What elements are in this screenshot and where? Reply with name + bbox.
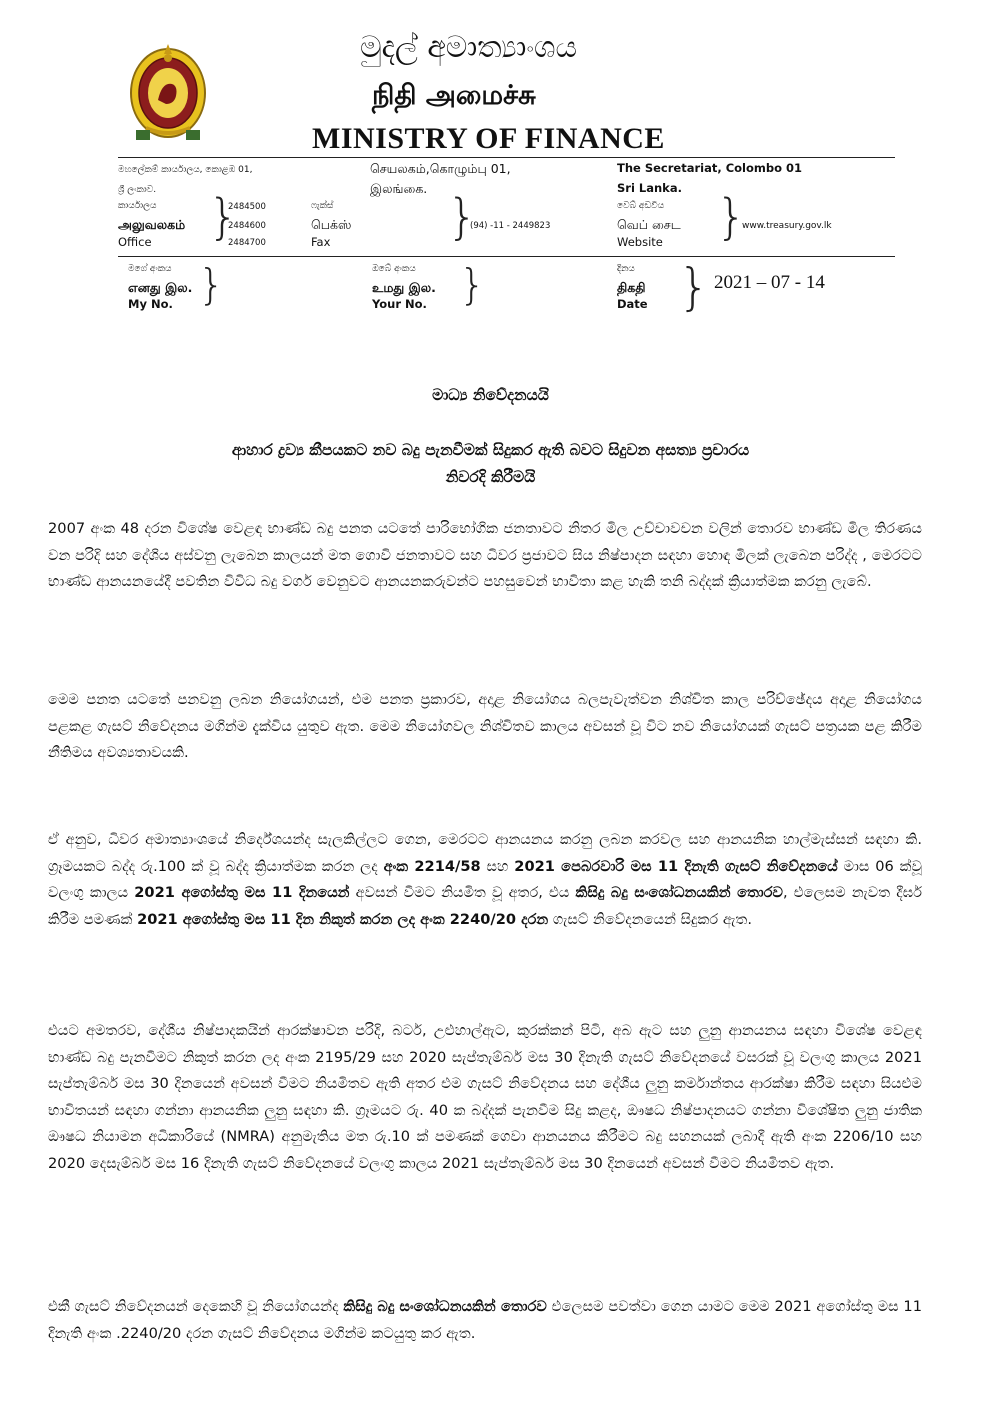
fax-label-english: Fax [311,235,331,249]
website-label-english: Website [617,235,663,249]
office-phone-2: 2484600 [228,221,266,231]
website-label-tamil: வெப் சைட [617,217,681,232]
no-tax-revision-bold-2: කිසිදු බදු සංශෝධනයකින් තොරව [343,1298,547,1315]
fax-label-sinhala: ෆැක්ස් [311,201,334,211]
office-phone-1: 2484500 [228,202,266,212]
sri-lanka-emblem-logo [128,38,208,144]
office-brace: } [208,189,239,245]
website-brace: } [716,189,747,245]
website-url: www.treasury.gov.lk [742,221,832,231]
your-no-label-tamil: உமது இல. [372,280,436,295]
paragraph-5: එකී ගැසට් නිවේදනයන් දෙකෙහි වූ නියෝගයන්ද කිසිදු බදු සංශෝධනයකින් තොරව එලෙසම පවත්වා ගෙන යාමට මෙම 2021 අගෝස්තු මස 11 දිනැති අංක .2240/20 දරන ගැසට් නිවේදනය මගින්ම කටයුතු කර ඇත. [48,1298,922,1342]
date-label-english: Date [617,297,648,311]
header-divider-top [118,157,895,158]
gazette-number-bold: අංක 2214/58 [383,857,481,875]
your-no-label-sinhala: ඔබේ අංකය [372,264,416,274]
date-label-tamil: திகதி [617,280,646,295]
address-english-line1: The Secretariat, Colombo 01 [617,161,803,175]
your-no-brace: } [459,260,486,309]
fax-number: (94) -11 - 2449823 [470,221,551,231]
my-no-brace: } [198,260,225,309]
ministry-title-tamil: நிதி அமைச்சு [372,80,536,111]
heading-media-release: මාධ්‍ය නිවේදනයයි [432,386,549,404]
office-label-tamil: அலுவலகம் [118,217,186,232]
no-tax-revision-bold: කිසිදු බදු සංශෝධනයකින් තොරව [575,884,784,902]
website-label-sinhala: වෙබ් අඩවිය [617,201,665,211]
gazette-date-bold: 2021 පෙබරවාරි මස 11 දිනැති ගැසට් නිවේදනයේ [514,857,838,875]
address-tamil-line2: இலங்கை. [370,181,428,196]
heading-subject-line1: ආහාර ද්‍රව්‍ය කීපයකට නව බදු පැනවීමක් සිදුකර ඇති බවට සිදුවන අසත්‍ය ප්‍රචාරය [231,441,750,459]
address-tamil-line1: செயலகம்,கொழும்பு 01, [370,161,511,176]
document-date: 2021 – 07 - 14 [714,272,825,293]
address-english-line2: Sri Lanka. [617,181,682,195]
my-no-label-english: My No. [128,297,173,311]
header-divider-bottom [118,256,895,257]
heading-subject-line2: නිවරදි කිරීමයි [445,468,536,486]
my-no-label-tamil: எனது இல. [128,280,193,295]
office-label-sinhala: කාර්යාලය [118,201,157,211]
office-phone-3: 2484700 [228,238,266,248]
fax-brace: } [447,189,478,245]
ministry-title-english: MINISTRY OF FINANCE [312,122,665,155]
address-sinhala-line2: ශ්‍රී ලංකාව. [118,185,157,195]
office-label-english: Office [118,235,152,249]
paragraph-4: එයට අමතරව, දේශීය නිෂ්පාදකයින් ආරක්ෂාවන පරිදි, බටර්, උළුහාල්ඇට, කුරක්කන් පිටි, අබ ඇට සහ ලුනු ආනයනය සඳහා විශේෂ වෙළඳ භාණ්ඩ බදු පැනවීමට නිකුත් කරන ලද අංක 2195/29 සහ 2020 සැප්තැම්බර් මස 30 දිනැති ගැසට් නිවේදනයේ වසරක් වූ වලංගු කාලය 2021 සැප්තැම්බර් මස 30 දිනයෙන් අවසන් වීමට නියමිතව ඇති අතර එම ගැසට් නිවේදනය සහ දේශීය ලුනු කර්මාන්තය ආරක්ෂා කිරීම සඳහා සියළුම භාවිතයන් සඳහා ගන්නා ආනයනික ලුනු සඳහා කි. ග්‍රෑමයට රු. 40 ක බද්දක් පැනවීම සිදු කළද, ඖෂධ නිෂ්පාදනයට ගන්නා විශේෂිත ලුනු ජාතික ඖෂධ නියාමන අධිකාරියේ (NMRA) අනුමැතිය මත රු.10 ක් පමණක් ගෙවා ආනයනය කිරීමට බදු සහනයක් ලබාදී ඇති අංක 2206/10 සහ 2020 දෙසැම්බර් මස 16 දිනැති ගැසට් නිවේදනයේ වලංගු කාලය 2021 සැප්තැම්බර් මස 30 දිනයෙන් අවසන් වීමට නියමිතව ඇත. [48,1022,922,1172]
new-gazette-bold: 2021 අගෝස්තු මස 11 දින නිකුත් කරන ලද අංක 2240/20 දරන [137,910,549,928]
expiry-date-bold: 2021 අගෝස්තු මස 11 දිනයෙන් [134,884,350,902]
date-label-sinhala: දිනය [617,264,635,274]
my-no-label-sinhala: මගේ අංකය [128,264,172,274]
paragraph-3: ඒ අනුව, ධිවර අමාත්‍යාංශයේ නිර්දේශයන්ද සැලකිල්ලට ගෙන, මෙරටට ආනයනය කරනු ලබන කරවල සහ ආනයනික හාල්මැස්සන් සඳහා කි. ග්‍රෑමයකට බද්ද රු.100 ක් වූ බද්ද ක්‍රියාත්මක කරන ලද අංක 2214/58 සහ 2021 පෙබරවාරි මස 11 දිනැති ගැසට් නිවේදනයේ මාස 06 ක්වූ වලංගු කාලය 2021 අගෝස්තු මස 11 දිනයෙන් අවසන් වීමට නියමිත වූ අතර, එය කිසිදු බදු සංශෝධනයකින් තොරව, එලෙසම නැවත දීර්ඝ කිරීම පමණක් 2021 අගෝස්තු මස 11 දින නිකුත් කරන ලද අංක 2240/20 දරන ගැසට් නිවේදනයෙන් සිදුකර ඇත. [48,831,923,928]
date-brace: } [678,258,710,316]
paragraph-1: 2007 අංක 48 දරන විශේෂ වෙළඳ භාණ්ඩ බදු පනත යටතේ පාරිභෝගික ජනතාවට නිතර මිල උච්චාවචන වලින් තොරව භාණ්ඩ මිල තිරණය වන පරිදි සහ දේශිය අස්වනු ලැබෙන කාලයන් මත ගොවි ජනතාවට සහ ධිවර ප්‍රජාවට සිය නිෂ්පාදන සඳහා හොඳ මිලක් ලැබෙන පරිද්ද , මෙරටට භාණ්ඩ ආනයනයේදී පවතින විවිධ බදු වර්ග වෙනුවට ආනයනකරුවන්ට පහසුවෙන් භාවිතා කළ හැකි තනි බද්දක් ක්‍රියාත්මක කරනු ලැබේ. [48,520,922,591]
paragraph-2: මෙම පනත යටතේ පනවනු ලබන නියෝගයන්, එම පනත ප්‍රකාරව, අදාළ නියෝගය බලපැවැත්වන නිශ්චිත කාල පරිච්ඡේදය අදාළ නියෝගය පළකළ ගැසට් නිවේදනය මගින්ම දැක්විය යුතුව ඇත. මෙම නියෝගවල නිශ්චිතව කාලය අවසන් වූ විට නව නියෝගයක් ගැසට් පත්‍රයක පළ කිරීම නීතිමය අවශ්‍යතාවයකි. [48,691,922,762]
fax-label-tamil: பெக்ஸ் [311,217,352,232]
ministry-title-sinhala: මුදල් අමාත්‍යාංශය [360,30,578,65]
address-sinhala-line1: මහලේකම් කාර්යාලය, කොළඹ 01, [118,165,253,175]
your-no-label-english: Your No. [372,297,427,311]
